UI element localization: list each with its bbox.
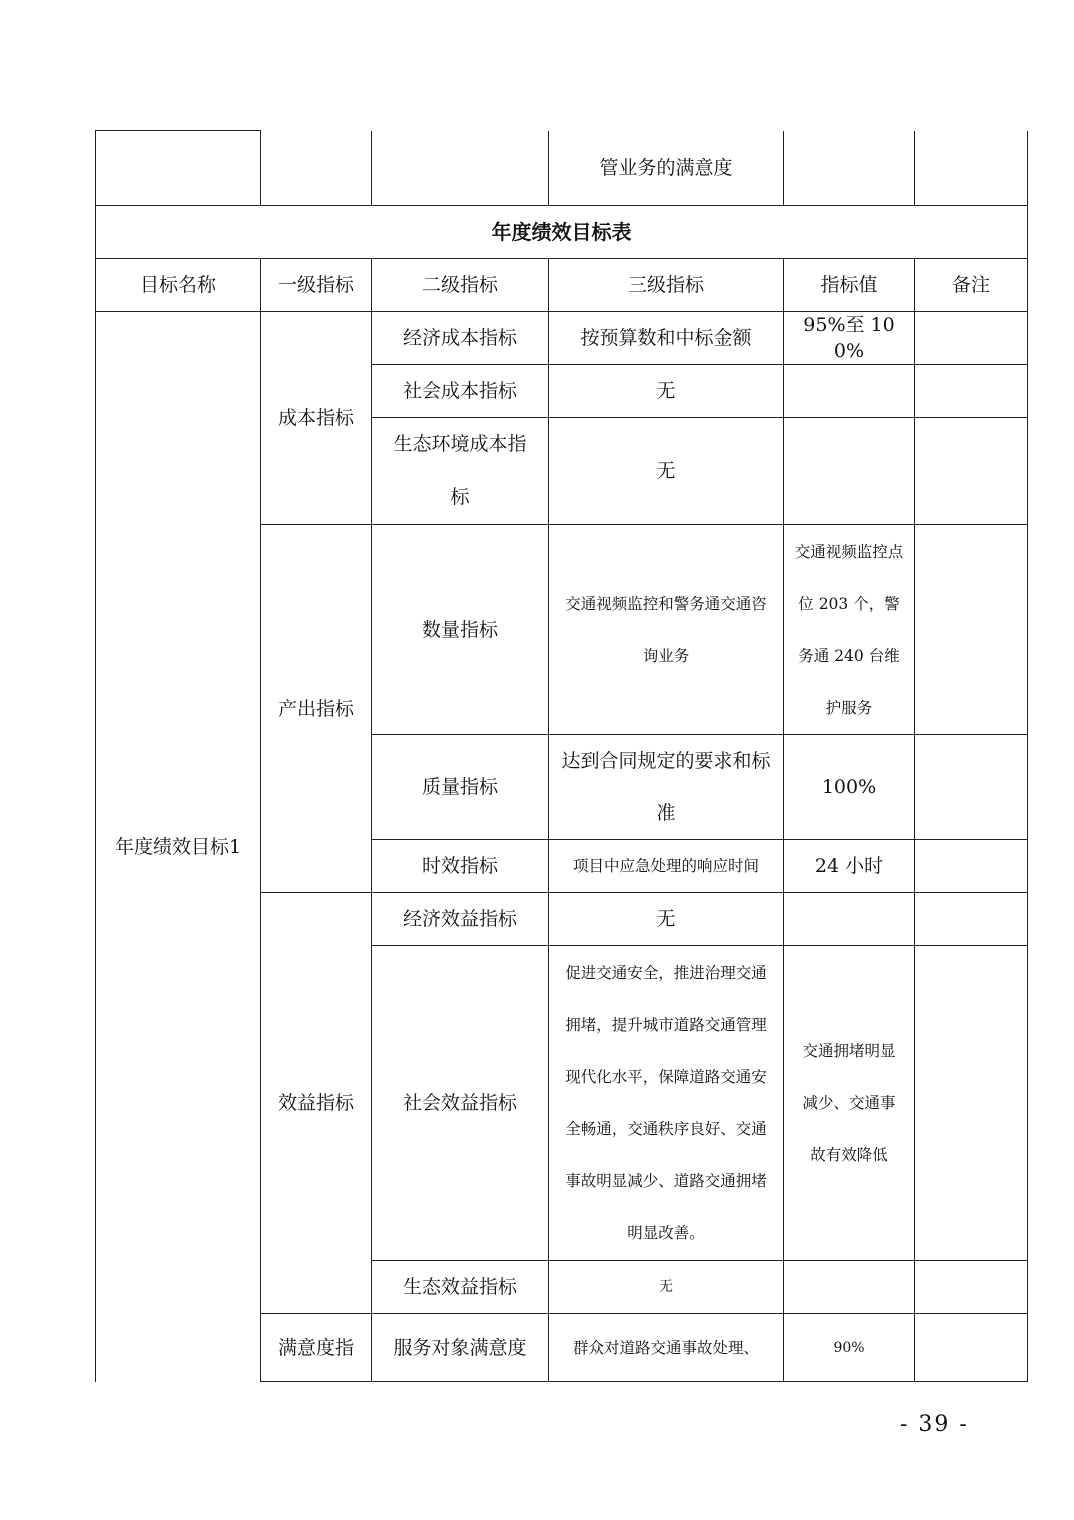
note-cell <box>915 1261 1028 1314</box>
note-cell <box>915 946 1028 1261</box>
note-cell <box>915 365 1028 418</box>
level3-cell: 群众对道路交通事故处理、 <box>549 1314 784 1382</box>
level1-benefit: 效益指标 <box>261 893 372 1314</box>
level3-cell: 达到合同规定的要求和标准 <box>549 735 784 840</box>
level2-cell-continued <box>372 131 549 206</box>
level3-cell: 交通视频监控和警务通交通咨询业务 <box>549 525 784 735</box>
level3-cell: 无 <box>549 418 784 525</box>
goal-name-cell-continued <box>96 131 261 206</box>
value-cell: 24 小时 <box>784 840 915 893</box>
note-cell <box>915 735 1028 840</box>
note-cell <box>915 312 1028 365</box>
level2-cell: 时效指标 <box>372 840 549 893</box>
note-cell <box>915 418 1028 525</box>
value-cell: 交通拥堵明显减少、交通事故有效降低 <box>784 946 915 1261</box>
level2-cell: 质量指标 <box>372 735 549 840</box>
value-cell: 90% <box>784 1314 915 1382</box>
value-cell: 交通视频监控点位 203 个，警务通 240 台维护服务 <box>784 525 915 735</box>
level2-cell: 数量指标 <box>372 525 549 735</box>
table-row <box>96 312 1028 365</box>
level3-cell: 无 <box>549 893 784 946</box>
goal-name-cell: 年度绩效目标1 <box>96 312 261 1382</box>
level2-cell: 社会效益指标 <box>372 946 549 1261</box>
header-note: 备注 <box>915 259 1028 312</box>
continued-row <box>96 131 1028 206</box>
note-cell <box>915 893 1028 946</box>
value-cell: 95%至 100% <box>784 312 915 365</box>
header-goal-name: 目标名称 <box>96 259 261 312</box>
performance-target-table <box>95 130 1028 1382</box>
level1-output: 产出指标 <box>261 525 372 893</box>
value-cell <box>784 1261 915 1314</box>
level2-cell: 服务对象满意度 <box>372 1314 549 1382</box>
level1-cell-continued <box>261 131 372 206</box>
value-cell-continued <box>784 131 915 206</box>
header-level3: 三级指标 <box>549 259 784 312</box>
level3-cell-continued: 管业务的满意度 <box>549 131 784 206</box>
level2-cell: 经济效益指标 <box>372 893 549 946</box>
level1-cost: 成本指标 <box>261 312 372 525</box>
level1-satisfaction: 满意度指 <box>261 1314 372 1382</box>
header-level2: 二级指标 <box>372 259 549 312</box>
level3-cell: 无 <box>549 1261 784 1314</box>
level3-cell: 无 <box>549 365 784 418</box>
level3-cell: 项目中应急处理的响应时间 <box>549 840 784 893</box>
value-cell <box>784 365 915 418</box>
level2-cell: 生态效益指标 <box>372 1261 549 1314</box>
note-cell-continued <box>915 131 1028 206</box>
level3-cell: 促进交通安全，推进治理交通拥堵，提升城市道路交通管理现代化水平，保障道路交通安全畅通，交通秩序良好、交通事故明显减少、道路交通拥堵明显改善。 <box>549 946 784 1261</box>
header-row <box>96 259 1028 312</box>
note-cell <box>915 840 1028 893</box>
table-title: 年度绩效目标表 <box>96 206 1028 259</box>
header-level1: 一级指标 <box>261 259 372 312</box>
level2-cell: 生态环境成本指标 <box>372 418 549 525</box>
level3-cell: 按预算数和中标金额 <box>549 312 784 365</box>
value-cell <box>784 893 915 946</box>
value-cell <box>784 418 915 525</box>
level2-cell: 社会成本指标 <box>372 365 549 418</box>
note-cell <box>915 525 1028 735</box>
note-cell <box>915 1314 1028 1382</box>
level2-cell: 经济成本指标 <box>372 312 549 365</box>
page-number: - 39 - <box>900 1412 969 1437</box>
value-cell: 100% <box>784 735 915 840</box>
header-value: 指标值 <box>784 259 915 312</box>
